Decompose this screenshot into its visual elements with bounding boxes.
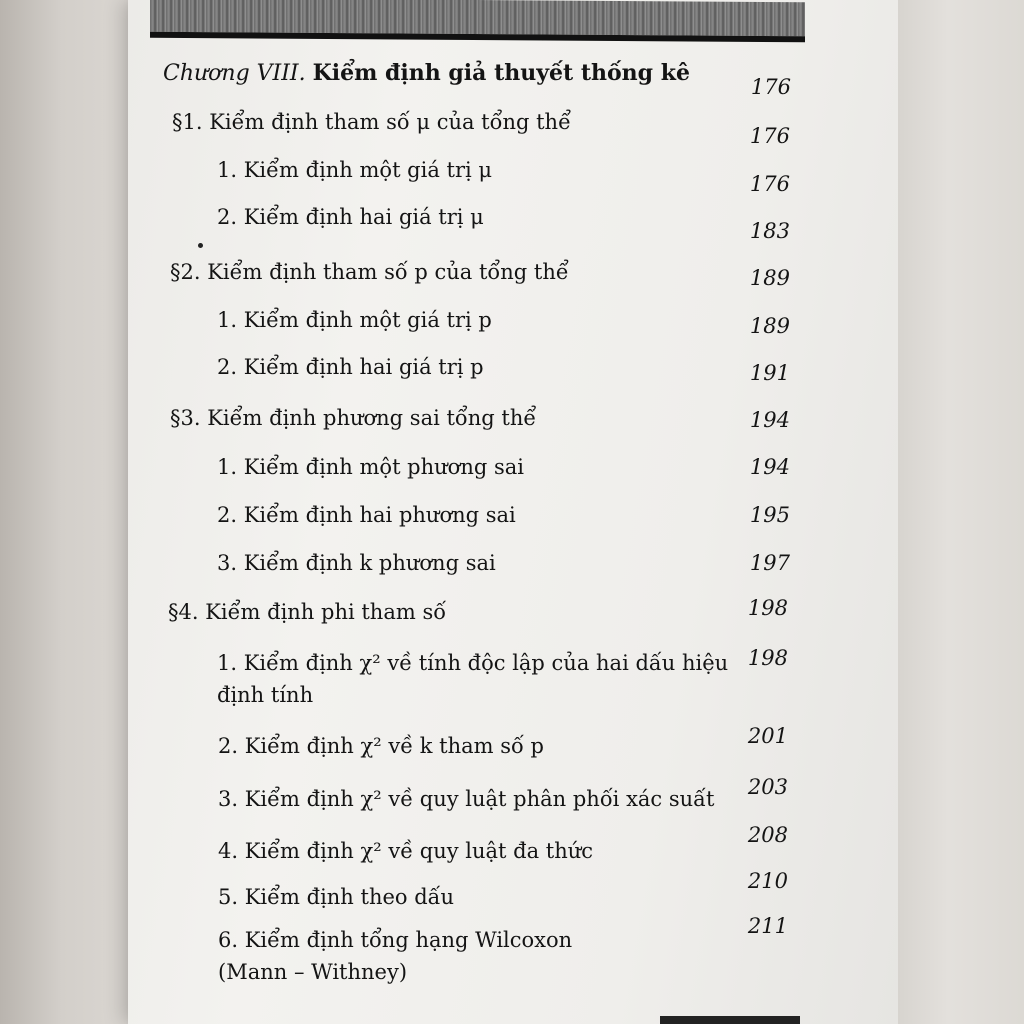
toc-label: 1. Kiểm định một giá trị p xyxy=(217,308,492,332)
page-number: 210 xyxy=(747,869,788,893)
page-number: 194 xyxy=(749,408,790,432)
toc-label: 1. Kiểm định một phương sai xyxy=(217,455,524,479)
page-number: 189 xyxy=(749,266,790,290)
toc-label: 3. Kiểm định χ² về quy luật phân phối xác suất xyxy=(218,787,715,811)
toc-label-continued: định tính xyxy=(217,683,314,707)
page-number: 194 xyxy=(749,455,790,479)
toc-item xyxy=(160,914,788,989)
toc-item xyxy=(160,648,788,712)
page-number: 198 xyxy=(747,596,788,620)
chapter-title xyxy=(163,58,690,89)
toc-label: 3. Kiểm định k phương sai xyxy=(217,551,496,575)
page-number: 176 xyxy=(750,75,791,99)
chapter-name: Kiểm định giả thuyết thống kê xyxy=(312,60,690,86)
page-number: 191 xyxy=(749,361,790,385)
toc-label: 4. Kiểm định χ² về quy luật đa thức xyxy=(218,839,594,863)
page-number: 197 xyxy=(749,551,790,575)
page-number: 176 xyxy=(749,172,790,196)
toc-label: 5. Kiểm định theo dấu xyxy=(218,885,455,909)
toc-label: §3. Kiểm định phương sai tổng thể xyxy=(170,406,537,430)
page-number: 211 xyxy=(747,914,788,938)
toc-label: §1. Kiểm định tham số μ của tổng thể xyxy=(172,110,571,134)
page-number: 176 xyxy=(749,124,790,148)
page-number: 208 xyxy=(747,823,788,847)
toc-label: §4. Kiểm định phi tham số xyxy=(168,600,447,624)
toc-label: 6. Kiểm định tổng hạng Wilcoxon xyxy=(218,928,573,952)
chapter-prefix: Chương VIII. xyxy=(163,61,306,86)
toc-label: 2. Kiểm định hai giá trị μ xyxy=(217,205,484,229)
toc-label: 2. Kiểm định hai phương sai xyxy=(217,503,516,527)
toc-label: 2. Kiểm định hai giá trị p xyxy=(217,355,484,379)
page-number: 189 xyxy=(749,314,790,338)
toc-label-continued: (Mann – Withney) xyxy=(218,960,408,984)
page-number: 203 xyxy=(747,775,788,799)
page-number: 195 xyxy=(749,503,790,527)
toc-label: 1. Kiểm định χ² về tính độc lập của hai dấu hiệu xyxy=(217,651,729,675)
toc-label: 2. Kiểm định χ² về k tham số p xyxy=(218,734,545,758)
page-number: 183 xyxy=(749,219,790,243)
toc-label: §2. Kiểm định tham số p của tổng thể xyxy=(170,260,569,284)
page-number: 198 xyxy=(747,646,788,670)
toc-label: 1. Kiểm định một giá trị μ xyxy=(217,158,493,182)
page-number: 201 xyxy=(747,724,788,748)
